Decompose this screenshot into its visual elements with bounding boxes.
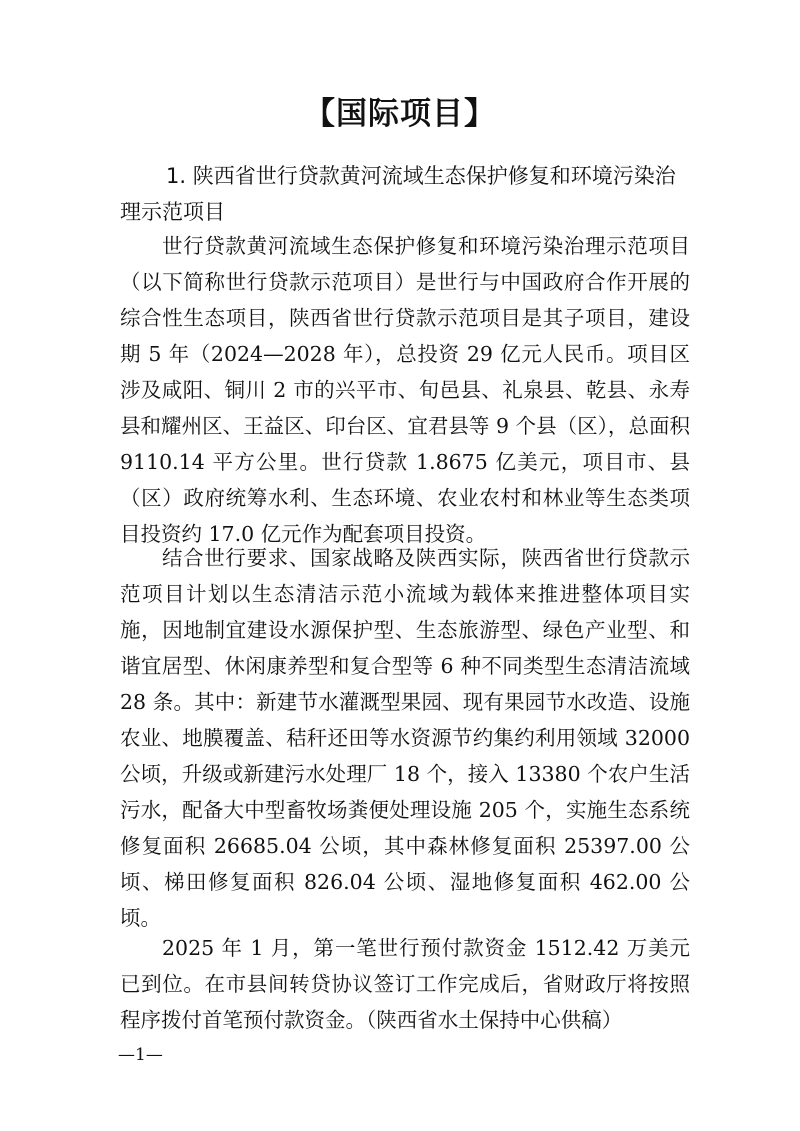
item-heading: 1. 陕西省世行贷款黄河流域生态保护修复和环境污染治理示范项目 (120, 164, 676, 224)
page-number: —1— (118, 1045, 163, 1065)
body-paragraph-1: 世行贷款黄河流域生态保护修复和环境污染治理示范项目（以下简称世行贷款示范项目）是世行与中国政府合作开展的综合性生态项目，陕西省世行贷款示范项目是其子项目，建设期 5 年（2024—2028 年），总投资 29 亿元人民币。项目区涉及咸阳、铜川 2 市的兴平市、旬邑县、礼泉县、乾县、永寿县和耀州区、王益区、印台区、宜君县等 9 个县（区），总面积 9110.14 平方公里。世行贷款 1.8675 亿美元，项目市、县（区）政府统筹水利、生态环境、农业农村和林业等生态类项目投资约 17.0 亿元作为配套项目投资。 (120, 234, 690, 546)
section-title: 【国际项目】 (304, 96, 496, 132)
body-paragraph-3: 2025 年 1 月，第一笔世行预付款资金 1512.42 万美元已到位。在市县间转贷协议签订工作完成后，省财政厅将按照程序拨付首笔预付款资金。（陕西省水土保持中心供稿） (120, 936, 690, 1032)
body-paragraph-2: 结合世行要求、国家战略及陕西实际，陕西省世行贷款示范项目计划以生态清洁示范小流域为载体来推进整体项目实施，因地制宜建设水源保护型、生态旅游型、绿色产业型、和谐宜居型、休闲康养型和复合型等 6 种不同类型生态清洁流域 28 条。其中：新建节水灌溉型果园、现有果园节水改造、设施农业、地膜覆盖、秸秆还田等水资源节约集约利用领域 32000 公顷，升级或新建污水处理厂 18 个，接入 13380 个农户生活污水，配备大中型畜牧场粪便处理设施 205 个，实施生态系统修复面积 26685.04 公顷，其中森林修复面积 25397.00 公顷、梯田修复面积 826.04 公顷、湿地修复面积 462.00 公顷。 (120, 546, 690, 930)
